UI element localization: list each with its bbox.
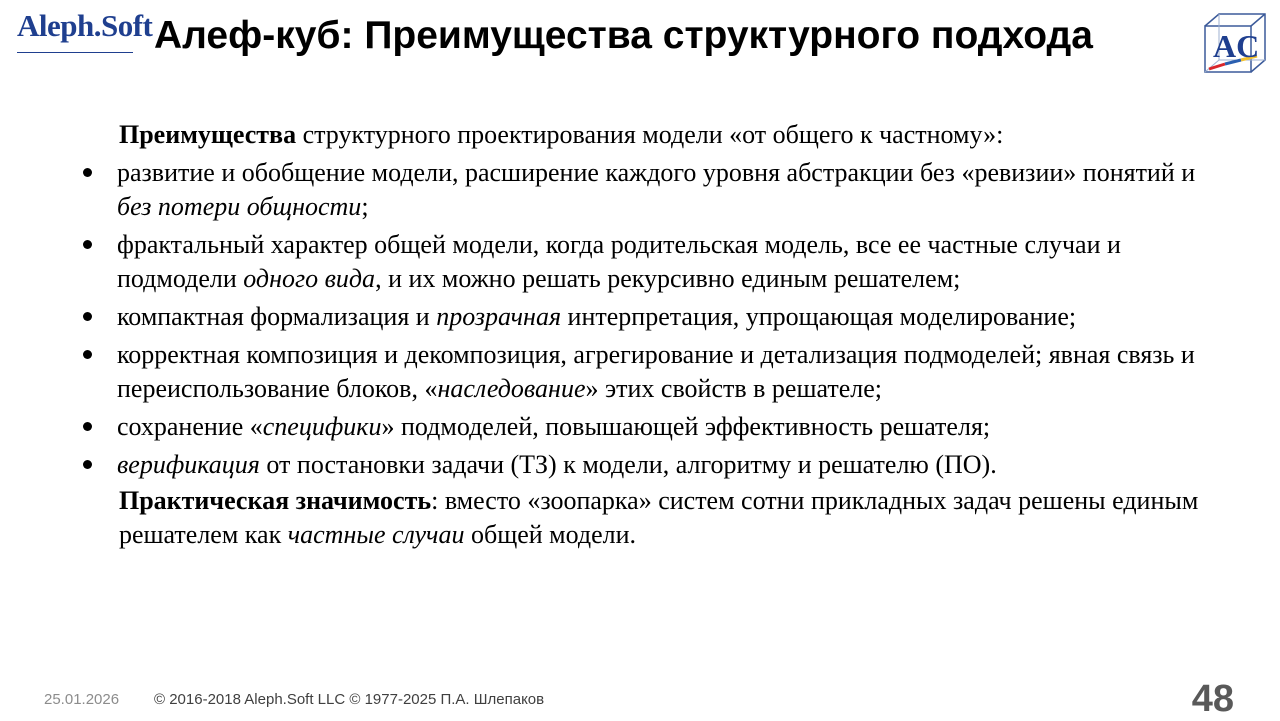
intro-paragraph [80, 118, 1230, 152]
bullet-dot-icon [83, 240, 92, 249]
slide-content [80, 118, 1230, 552]
list-item-text: верификация [117, 450, 260, 479]
list-item [80, 300, 1230, 334]
advantages-list [80, 156, 1230, 482]
bullet-dot-icon [83, 350, 92, 359]
bullet-dot-icon [83, 168, 92, 177]
bullet-dot-icon [83, 460, 92, 469]
practical-italic: частные случаи [287, 520, 465, 549]
list-item-text: развитие и обобщение модели, расширение каждого уровня абстракции без «ревизии» понятий и [117, 158, 1196, 187]
list-item [80, 156, 1230, 224]
logo-underline [17, 52, 133, 53]
page-number: 48 [1191, 678, 1234, 720]
list-item [80, 410, 1230, 444]
practical-text: : вместо «зоопарка» систем сотни прикладных задач решены единым решателем как [119, 486, 1199, 549]
list-item-text: специфики [262, 412, 382, 441]
list-item [80, 338, 1230, 406]
aleph-soft-logo [17, 8, 152, 44]
footer-date: 25.01.2026 [44, 691, 120, 708]
list-item-text: сохранение « [117, 412, 263, 441]
practical-paragraph [80, 484, 1230, 552]
list-item-text: без потери общности [117, 192, 362, 221]
list-item-text: наследование [437, 374, 586, 403]
logo-text: Aleph.Soft [17, 8, 153, 43]
list-item-text: » этих свойств в решателе; [585, 374, 882, 403]
list-item [80, 228, 1230, 296]
list-item-text: » подмоделей, повышающей эффективность решателя; [381, 412, 991, 441]
list-item-text: интерпретация, упрощающая моделирование; [561, 302, 1077, 331]
intro-text: структурного проектирования модели «от общего к частному»: [296, 120, 1004, 149]
list-item-text: корректная композиция и декомпозиция, агрегирование и детализация подмоделей; явная связь и переиспользование блоков, « [117, 340, 1195, 403]
bullet-dot-icon [83, 312, 92, 321]
list-item-text: , и их можно решать рекурсивно единым решателем; [375, 264, 961, 293]
list-item-text: одного вида [243, 264, 376, 293]
aleph-cube-logo-icon [1203, 12, 1267, 76]
footer-copyright: © 2016-2018 Aleph.Soft LLC © 1977-2025 П.А. Шлепаков [154, 691, 545, 708]
practical-end: общей модели. [464, 520, 637, 549]
intro-bold: Преимущества [119, 120, 297, 149]
list-item-text: прозрачная [436, 302, 562, 331]
practical-bold: Практическая значимость [119, 486, 432, 515]
list-item-text: фрактальный характер общей модели, когда родительская модель, все ее частные случаи и подмодели [117, 230, 1121, 293]
list-item-text: компактная формализация и [117, 302, 437, 331]
slide-title: Алеф-куб: Преимущества структурного подхода [154, 14, 1093, 57]
cube-logo-text: AC [1213, 28, 1260, 64]
list-item-text: ; [361, 192, 369, 221]
bullet-dot-icon [83, 422, 92, 431]
list-item-text: от постановки задачи (ТЗ) к модели, алгоритму и решателю (ПО). [259, 450, 997, 479]
list-item [80, 448, 1230, 482]
